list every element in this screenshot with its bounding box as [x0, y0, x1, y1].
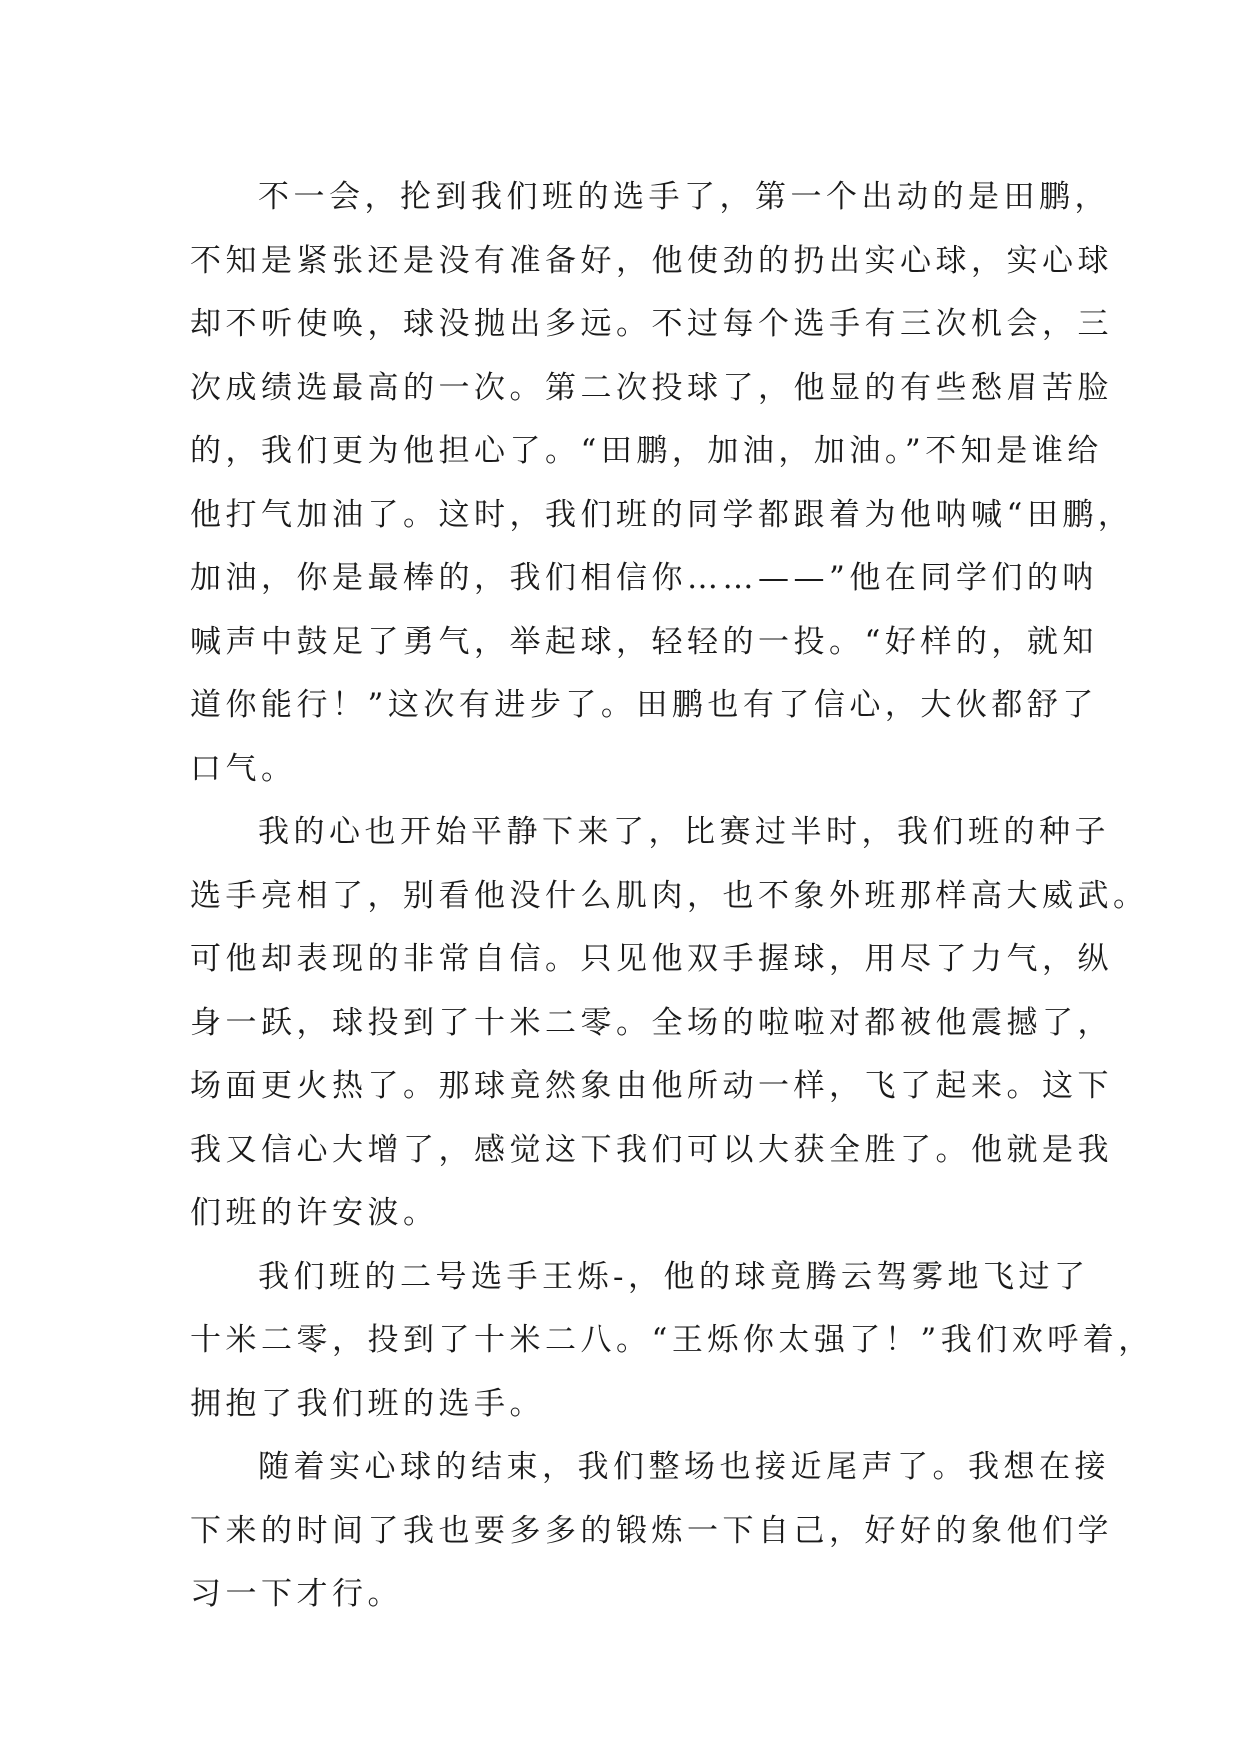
paragraph-3 — [190, 1246, 1154, 1437]
paragraph-2 — [190, 801, 1149, 1246]
text-line: 们班的许安波。 — [190, 1195, 439, 1231]
text-line: 却不听使唤，球没抛出多远。不过每个选手有三次机会，三 — [190, 306, 1113, 342]
text-line: 选手亮相了，别看他没什么肌肉，也不象外班那样高大威武。 — [190, 877, 1149, 914]
text-line: 可他却表现的非常自信。只见他双手握球，用尽了力气，纵 — [190, 941, 1113, 977]
text-line: 加油，你是最棒的，我们相信你……——”他在同学们的呐 — [190, 560, 1098, 596]
text-line: 习一下才行。 — [190, 1576, 403, 1612]
text-line: 我的心也开始平静下来了，比赛过半时，我们班的种子 — [258, 814, 1110, 850]
text-line: 道你能行！”这次有进步了。田鹏也有了信心，大伙都舒了 — [190, 687, 1098, 723]
text-line: 我又信心大增了，感觉这下我们可以大获全胜了。他就是我 — [190, 1131, 1113, 1168]
text-line: 的，我们更为他担心了。“田鹏，加油，加油。”不知是谁给 — [190, 433, 1103, 469]
text-line: 场面更火热了。那球竟然象由他所动一样，飞了起来。这下 — [190, 1068, 1113, 1104]
paragraph-4 — [190, 1436, 1113, 1627]
text-line: 喊声中鼓足了勇气，举起球，轻轻的一投。“好样的，就知 — [190, 623, 1098, 660]
text-line: 十米二零，投到了十米二八。“王烁你太强了！”我们欢呼着， — [190, 1322, 1154, 1358]
paragraph-1 — [190, 166, 1134, 801]
text-line: 身一跃，球投到了十米二零。全场的啦啦对都被他震撼了， — [190, 1004, 1113, 1041]
text-line: 次成绩选最高的一次。第二次投球了，他显的有些愁眉苦脸 — [190, 369, 1113, 406]
text-line: 我们班的二号选手王烁-，他的球竟腾云驾雾地飞过了 — [258, 1258, 1090, 1295]
text-line: 拥抱了我们班的选手。 — [190, 1385, 545, 1422]
text-line: 下来的时间了我也要多多的锻炼一下自己，好好的象他们学 — [190, 1512, 1113, 1549]
text-line: 随着实心球的结束，我们整场也接近尾声了。我想在接 — [258, 1449, 1110, 1485]
text-line: 他打气加油了。这时，我们班的同学都跟着为他呐喊“田鹏， — [190, 496, 1134, 533]
text-line: 口气。 — [190, 750, 297, 787]
document-body — [190, 166, 1154, 1627]
text-line: 不一会，抡到我们班的选手了，第一个出动的是田鹏， — [258, 179, 1110, 215]
text-line: 不知是紧张还是没有准备好，他使劲的扔出实心球，实心球 — [190, 242, 1113, 279]
